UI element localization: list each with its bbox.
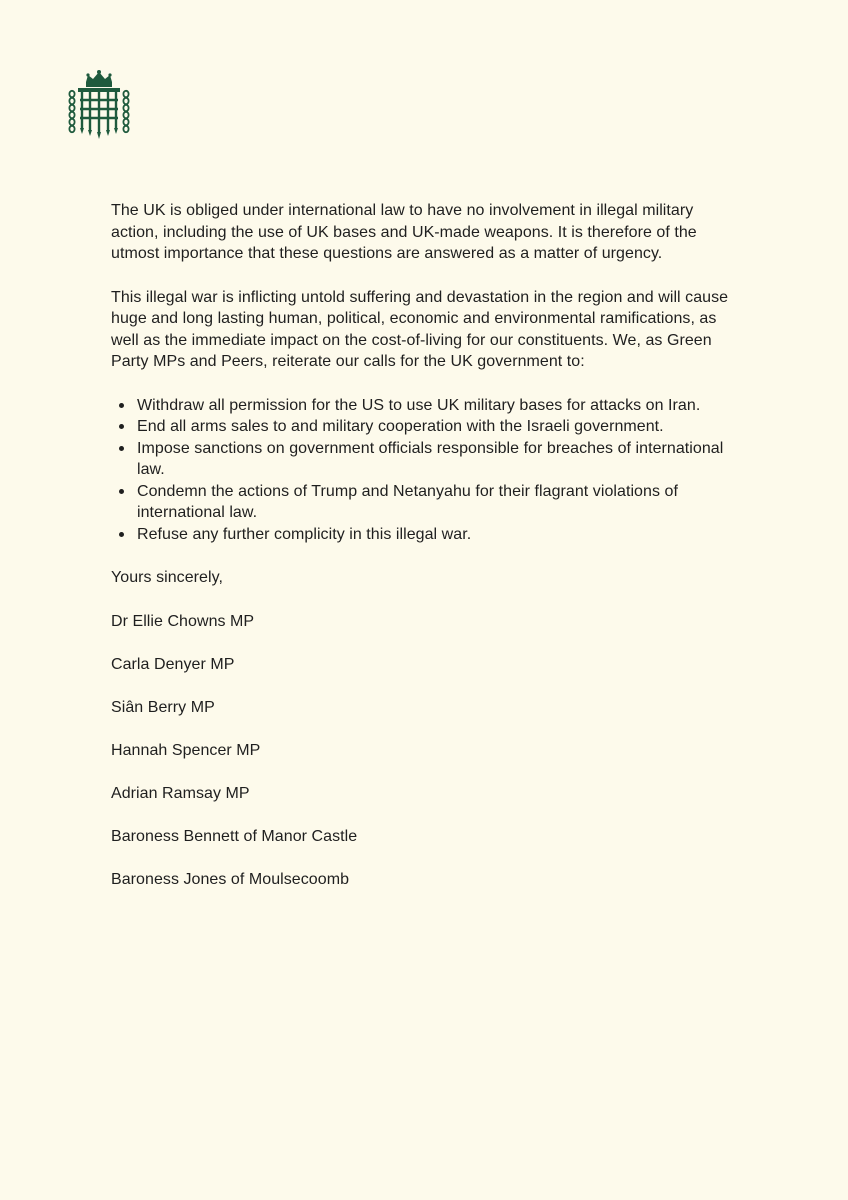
list-item: Condemn the actions of Trump and Netanyahu for their flagrant violations of international law.	[137, 481, 741, 524]
portcullis-logo	[66, 70, 132, 142]
signatory: Dr Ellie Chowns MP	[111, 612, 255, 630]
demands-list	[111, 395, 741, 546]
signatory: Siân Berry MP	[111, 698, 215, 716]
signatory: Hannah Spencer MP	[111, 741, 261, 759]
list-item: Refuse any further complicity in this illegal war.	[137, 524, 741, 546]
paragraph-international-law: The UK is obliged under international law to have no involvement in illegal military action, including the use of UK bases and UK-made weapons. It is therefore of the utmost importance that these questions are answered as a matter of urgency.	[111, 202, 697, 262]
list-item: Withdraw all permission for the US to use UK military bases for attacks on Iran.	[137, 395, 741, 417]
closing-salutation: Yours sincerely,	[111, 569, 223, 586]
list-item: End all arms sales to and military cooperation with the Israeli government.	[137, 416, 741, 438]
signatory: Carla Denyer MP	[111, 655, 235, 673]
signatory: Baroness Jones of Moulsecoomb	[111, 870, 350, 888]
signatory: Adrian Ramsay MP	[111, 784, 250, 802]
signatory: Baroness Bennett of Manor Castle	[111, 827, 358, 845]
paragraph-illegal-war: This illegal war is inflicting untold suffering and devastation in the region and will cause huge and long lasting human, political, economic and environmental ramifications, as well as the immediate impact on the cost-of-living for our constituents. We, as Green Party MPs and Peers, reiterate our calls for the UK government to:	[111, 288, 729, 370]
signatories	[111, 611, 741, 891]
letter-body	[111, 200, 741, 912]
list-item: Impose sanctions on government officials responsible for breaches of international law.	[137, 438, 741, 481]
portcullis-icon	[66, 70, 132, 142]
